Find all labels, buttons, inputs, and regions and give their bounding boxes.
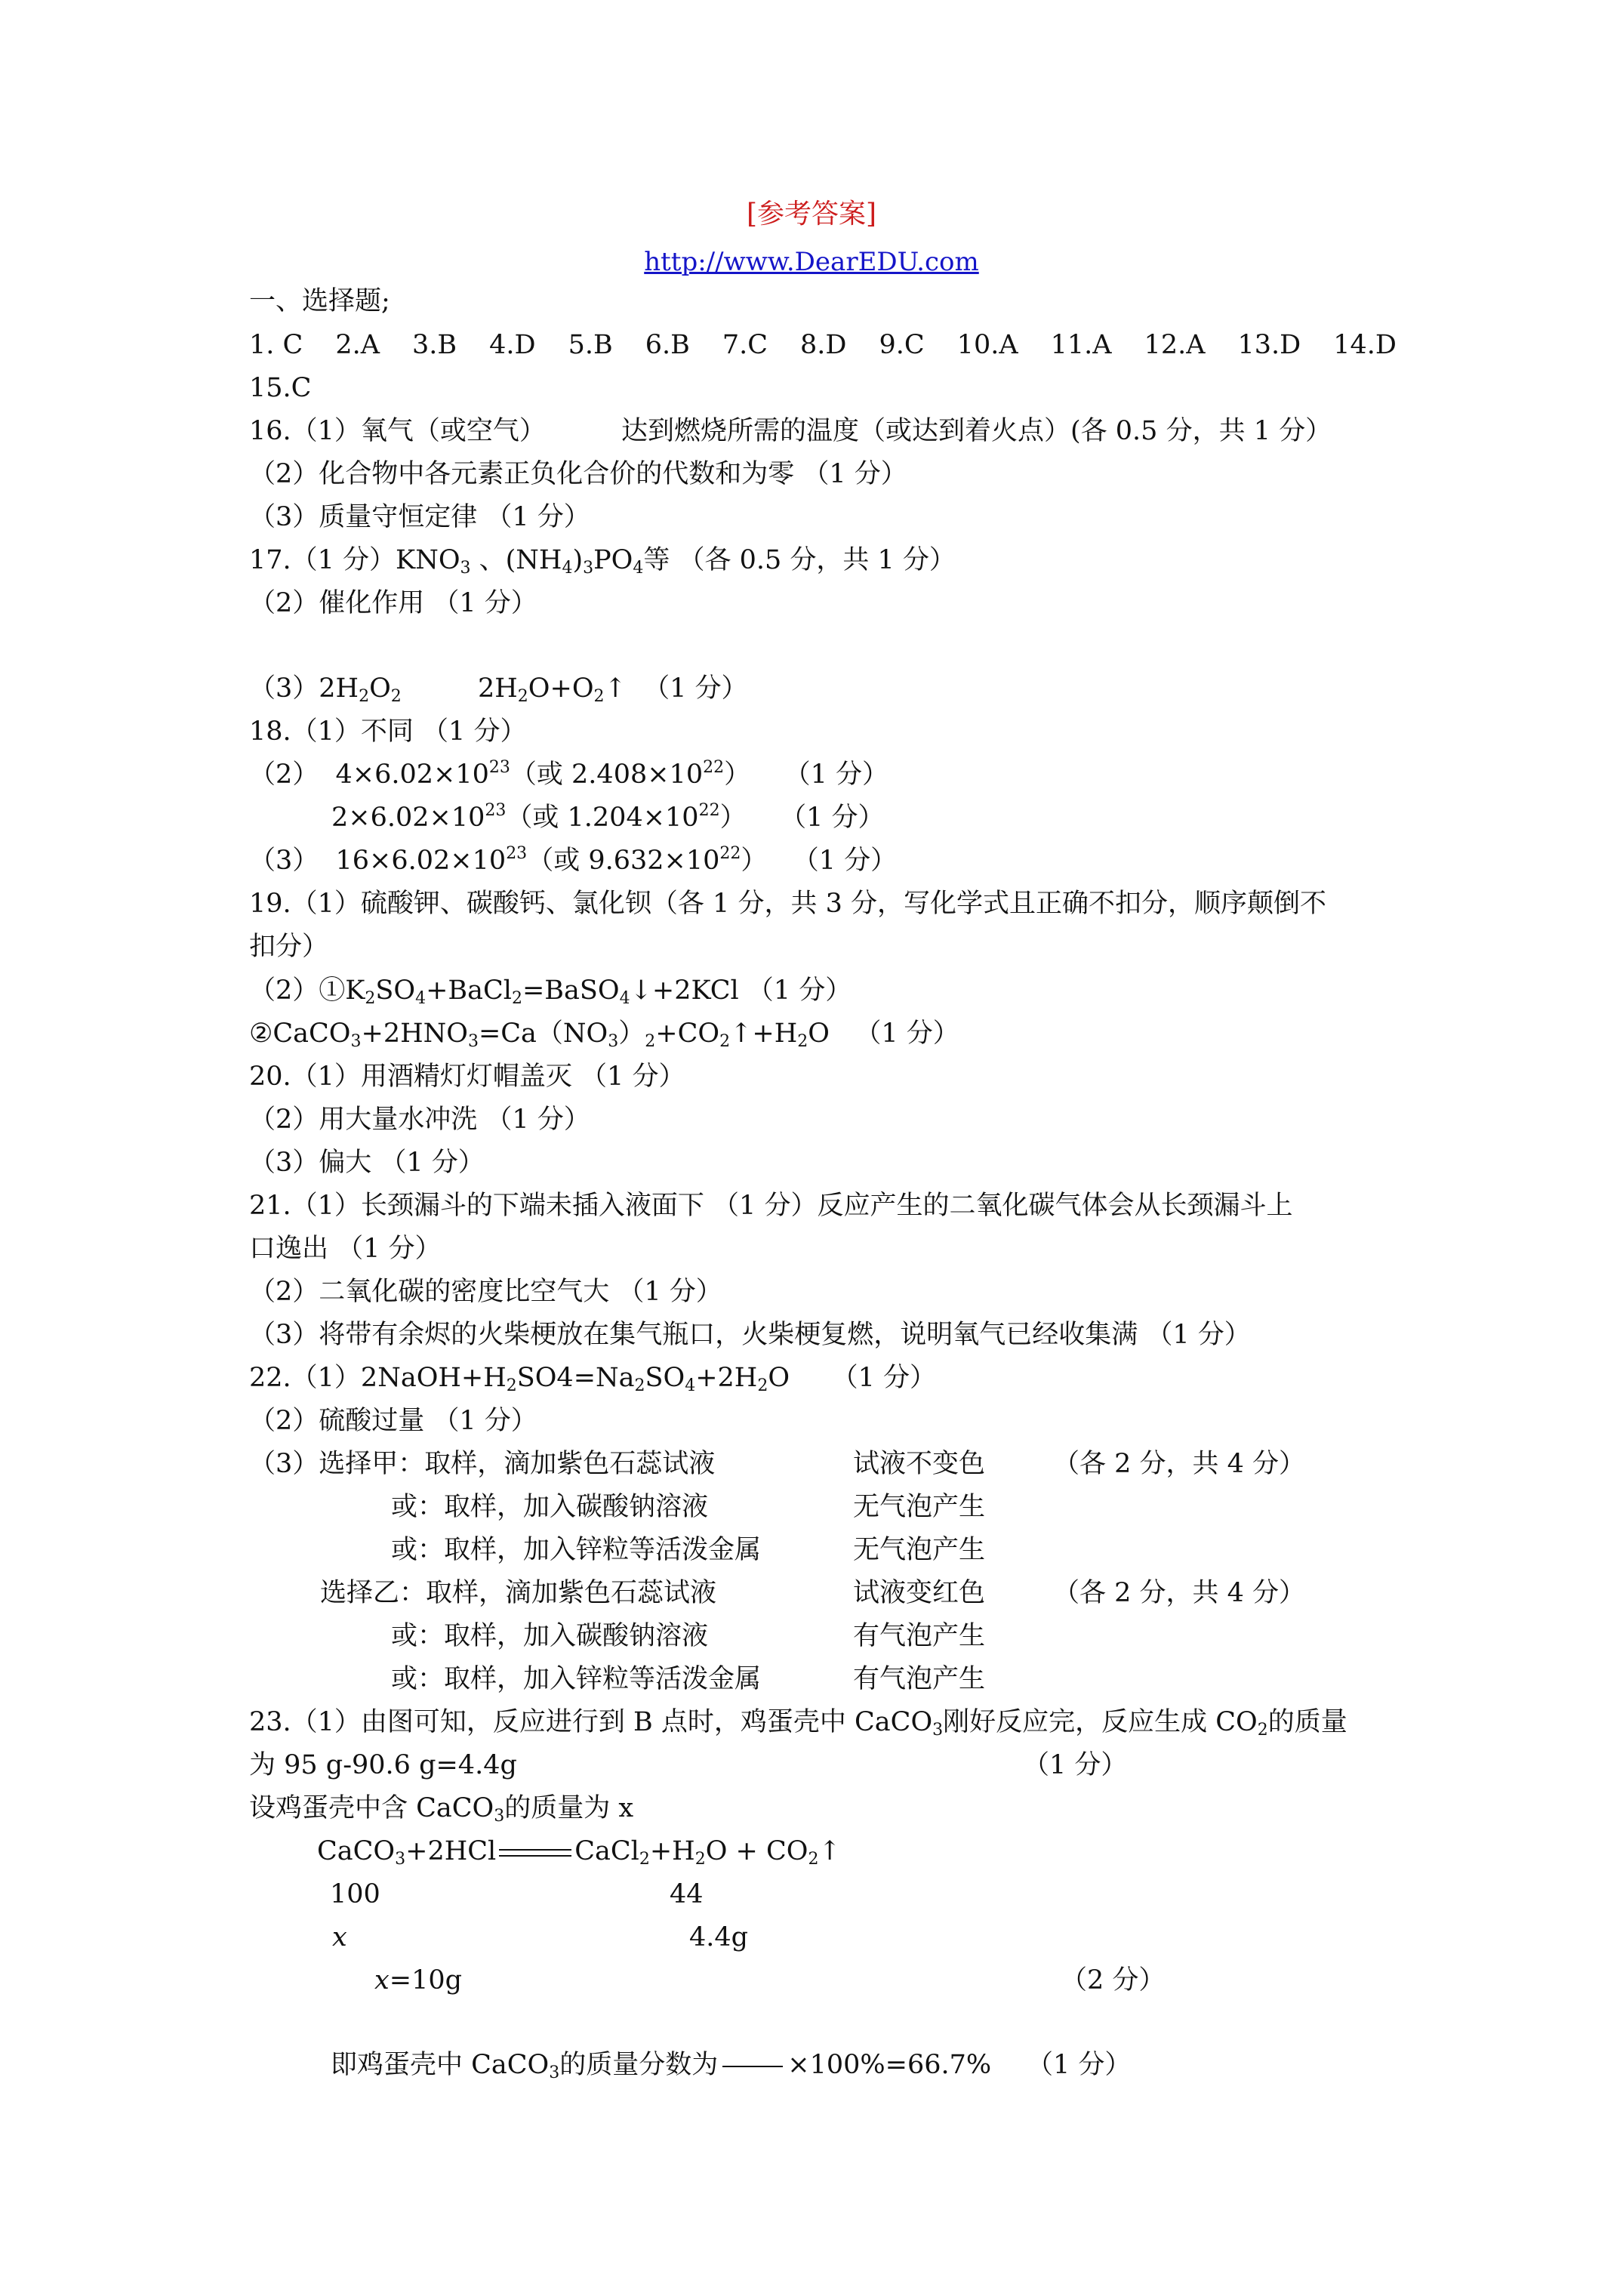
q17-line-3a: $(3)2H_2O_2$ — [249, 673, 402, 706]
source-link[interactable]: http://www.DearEDU.com — [644, 247, 979, 277]
q22-line-1: $22.(1)2NaOH+H_2SO4=Na_2SO_4+2H_2O$ （1 分） — [249, 1363, 937, 1395]
q23-unknown: x — [332, 1922, 347, 1952]
q20-line-1: 20.（1）用酒精灯灯帽盖灭 （1 分） — [249, 1062, 685, 1092]
q18-line-2: （2） $4\times 6.02\times 10^{23}$（或 $2.408\times 10^{22}$） （1 分） — [249, 758, 888, 790]
choice-answer: 6.B — [645, 330, 690, 360]
q22-row-a: 或：取样，加入碳酸钠溶液 — [391, 1621, 709, 1651]
q16-line-3: （3）质量守恒定律 （1 分） — [249, 502, 590, 532]
q16-line-1b: 达到燃烧所需的温度（或达到着火点）(各 0.5 分，共 1 分） — [621, 416, 1332, 446]
choice-answer: 7.C — [722, 330, 768, 360]
choice-answer: 14.D — [1333, 330, 1397, 360]
q23-line-3: 设鸡蛋壳中含 CaCO$_3$的质量为 x — [249, 1793, 634, 1826]
page-title: [参考答案] — [746, 199, 877, 230]
q16-line-1a: 16.（1）氧气（或空气） — [249, 416, 546, 446]
q21-line-1: 21.（1）长颈漏斗的下端未插入液面下 （1 分）反应产生的二氧化碳气体会从长颈漏斗上 — [249, 1191, 1293, 1221]
q18-line-1: 18.（1）不同 （1 分） — [249, 717, 527, 747]
q17-line-1: 17.（1 分）$KNO_3$ 、$(NH_4)_3PO_4$等 （各 0.5 分，共 1 分） — [249, 545, 956, 578]
fraction-bar — [722, 2066, 783, 2067]
q16-line-2: （2）化合物中各元素正负化合价的代数和为零 （1 分） — [249, 459, 907, 489]
q23-final: 即鸡蛋壳中 CaCO$_3$的质量分数为 ×100%=66.7% — [331, 2050, 992, 2082]
choice-answer: 2.A — [335, 330, 380, 360]
choice-answer: 1. C — [249, 330, 303, 360]
q19-line-4: $②CaCO_3+2HNO_3=Ca(NO_3)_2+CO_2↑+H_2O$ （1 分） — [249, 1019, 959, 1051]
q22-row-a: 或：取样，加入碳酸钠溶液 — [391, 1492, 709, 1522]
q17-line-3b: $2H_2O+O_2↑$ （1 分） — [478, 673, 748, 706]
q20-line-2: （2）用大量水冲洗 （1 分） — [249, 1105, 590, 1135]
q21-line-4: （3）将带有余烬的火柴梗放在集气瓶口，火柴梗复燃，说明氧气已经收集满 （1 分） — [249, 1320, 1251, 1350]
q19-line-1: 19.（1）硫酸钾、碳酸钙、氯化钡（各 1 分，共 3 分，写化学式且正确不扣分，顺序颠倒不 — [249, 889, 1326, 919]
q23-answer-score: （2 分） — [1061, 1965, 1166, 1996]
q19-line-2: 扣分） — [249, 932, 329, 962]
q22-row-b: 试液不变色 — [853, 1449, 986, 1479]
q21-line-2: 口逸出 （1 分） — [249, 1234, 442, 1264]
choice-answer: 9.C — [879, 330, 925, 360]
q22-row-a: 或：取样，加入锌粒等活泼金属 — [391, 1535, 762, 1565]
q23-equation: CaCO$_3$+2HCl $CaCl_2+H_2O$ + $CO_2↑$ — [317, 1836, 841, 1869]
q22-row-b: 有气泡产生 — [853, 1621, 986, 1651]
q20-line-3: （3）偏大 （1 分） — [249, 1148, 485, 1178]
q17-line-2: （2）催化作用 （1 分） — [249, 588, 537, 618]
choice-answer: 13.D — [1237, 330, 1301, 360]
q23-line-1: 23.（1）由图可知，反应进行到 B 点时，鸡蛋壳中 CaCO$_3$刚好反应完，反应生成 $CO_2$的质量 — [249, 1707, 1347, 1740]
choice-answer-15: 15.C — [249, 373, 312, 403]
q23-answer: x=10g — [374, 1965, 463, 1996]
section-heading: 一、选择题; — [249, 286, 390, 316]
q22-row-c: （各 2 分，共 4 分） — [1053, 1578, 1306, 1608]
q23-final-score: （1 分） — [1027, 2050, 1132, 2080]
choice-answer: 5.B — [568, 330, 613, 360]
q23-co2-value: 4.4g — [689, 1922, 749, 1952]
q22-row-b: 无气泡产生 — [853, 1535, 986, 1565]
q22-row-a: 或：取样，加入锌粒等活泼金属 — [391, 1664, 762, 1694]
equals-sign — [499, 1849, 571, 1857]
choice-answer: 4.D — [489, 330, 536, 360]
choice-answer: 8.D — [800, 330, 847, 360]
q22-row-b: 试液变红色 — [853, 1578, 986, 1608]
q19-line-3: $(2)①K_2SO_4+BaCl_2=BaSO_4↓+2KCl$ （1 分） — [249, 975, 852, 1008]
q23-line-2a: 为 95 g-90.6 g=4.4g — [249, 1750, 517, 1780]
q21-line-3: （2）二氧化碳的密度比空气大 （1 分） — [249, 1277, 722, 1307]
choice-answer: 12.A — [1144, 330, 1206, 360]
q23-mass-caco3: 100 — [330, 1879, 380, 1909]
choice-answer: 11.A — [1050, 330, 1112, 360]
q22-row-c: （各 2 分，共 4 分） — [1053, 1449, 1306, 1479]
q23-mass-co2: 44 — [670, 1879, 704, 1909]
q22-line-2: （2）硫酸过量 （1 分） — [249, 1406, 537, 1436]
q22-row-a: 选择乙：取样，滴加紫色石蕊试液 — [320, 1578, 717, 1608]
q18-line-4: （3） $16\times 6.02\times 10^{23}$（或 $9.632\times 10^{22}$） （1 分） — [249, 844, 898, 876]
q22-row-b: 有气泡产生 — [853, 1664, 986, 1694]
q22-row-a: （3）选择甲：取样，滴加紫色石蕊试液 — [249, 1449, 716, 1479]
choice-answer: 3.B — [411, 330, 457, 360]
q22-row-b: 无气泡产生 — [853, 1492, 986, 1522]
q18-line-3: $2\times 6.02\times 10^{23}$（或 $1.204\times 10^{22}$） （1 分） — [331, 801, 885, 833]
choice-answers — [249, 328, 1397, 362]
q23-line-2b: （1 分） — [1023, 1750, 1128, 1780]
choice-answer: 10.A — [956, 330, 1018, 360]
